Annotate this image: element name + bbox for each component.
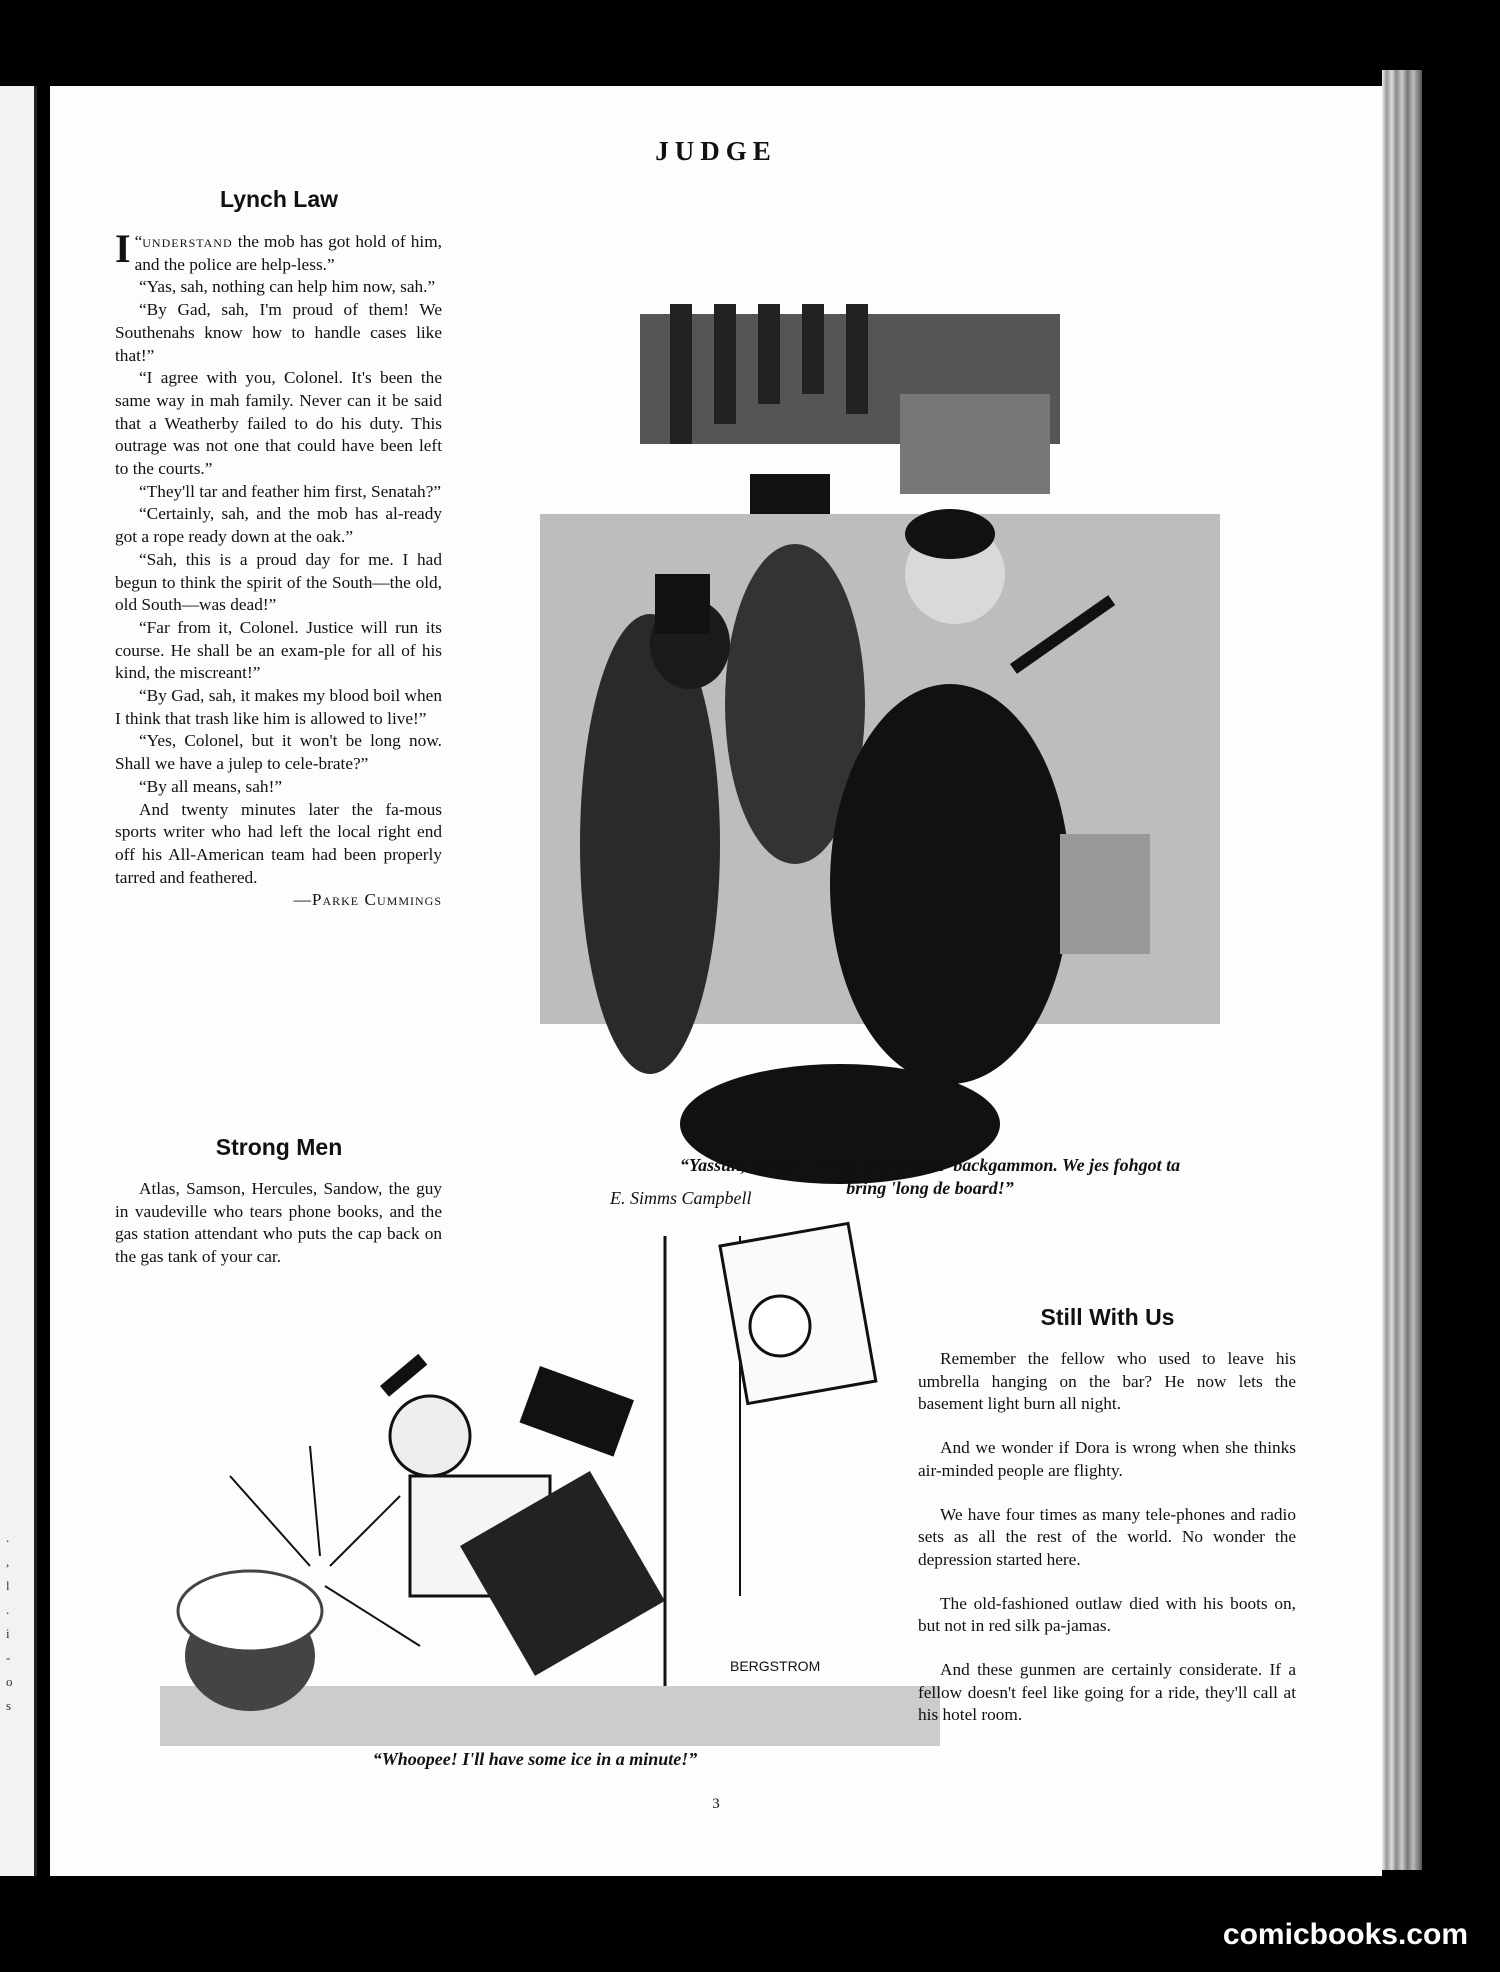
page-stack-edge: [1382, 70, 1422, 1870]
author-byline: —Parke Cummings: [293, 890, 442, 910]
paragraph: “Certainly, sah, and the mob has al-ready got a rope ready down at the oak.”: [115, 504, 442, 547]
paragraph: And these gunmen are certainly considerate. If a fellow doesn't feel like going for a ride, they'll call at his hotel room.: [918, 1660, 1296, 1725]
paragraph: And twenty minutes later the fa-mous sports writer who had left the local right end off his All-American team had been properly tarred and feathered.: [115, 799, 442, 887]
magazine-page: [50, 86, 1382, 1876]
paragraph: “Sah, this is a proud day for me. I had begun to think the spirit of the South—the old, old South—was dead!”: [115, 549, 442, 615]
strong-men-title: Strong Men: [215, 1134, 343, 1160]
paragraph: “By Gad, sah, I'm proud of them! We Southenahs know how to handle cases like that!”: [115, 300, 442, 365]
paragraph: “By Gad, sah, it makes my blood boil when I think that trash like him is allowed to live!”: [115, 686, 442, 728]
paragraph: “Yas, sah, nothing can help him now, sah.”: [139, 277, 436, 297]
backgammon-cartoon: [540, 194, 1340, 1214]
campbell-signature: E. Simms Campbell: [610, 1188, 752, 1208]
strong-men-article: Atlas, Samson, Hercules, Sandow, the guy in vaudeville who tears phone books, and the gas station attendant who puts the cap back on the gas tank of your car.: [115, 1179, 442, 1267]
paragraph: And we wonder if Dora is wrong when she thinks air-minded people are flighty.: [918, 1438, 1296, 1480]
page-number: 3: [712, 1796, 720, 1812]
paragraph: Remember the fellow who used to leave his umbrella hanging on the bar? He now lets the basement light burn all night.: [918, 1349, 1296, 1414]
bergstrom-signature: BERGSTROM: [730, 1658, 821, 1674]
paragraph: “They'll tar and feather him first, Senatah?”: [139, 481, 442, 501]
facing-page-edge: . , l . i - o s: [0, 86, 37, 1876]
paragraph: We have four times as many tele-phones and radio sets as all the rest of the world. No wonder the depression started here.: [918, 1504, 1296, 1569]
drop-cap: I: [115, 226, 131, 271]
paragraph: “Yes, Colonel, but it won't be long now. Shall we have a julep to cele-brate?”: [115, 731, 442, 774]
lynch-law-title: Lynch Law: [220, 186, 338, 212]
bottom-cartoon-caption: “Whoopee! I'll have some ice in a minute!”: [372, 1749, 698, 1769]
paragraph: The old-fashioned outlaw died with his boots on, but not in red silk pa-jamas.: [918, 1593, 1296, 1636]
paragraph: “By all means, sah!”: [139, 776, 283, 796]
masthead: JUDGE: [655, 136, 777, 166]
top-cartoon-caption: “Yassuh, officer—we'se only playin' backgammon. We jes fohgot ta bring 'long de board!”: [679, 1155, 1181, 1198]
still-with-us-title: Still With Us: [1040, 1304, 1175, 1330]
watermark: comicbooks.com: [1222, 1918, 1468, 1951]
paragraph: “I agree with you, Colonel. It's been the same way in mah family. Never can it be said that a Weatherby failed to do his duty. This outrage was not one that could have been left to the courts.”: [115, 368, 442, 479]
still-with-us-article: [918, 1348, 1296, 1748]
lynch-law-article: “ I understand the mob has got hold of him, and the police are help-less.” “Yas, sah, nothing can help him now, sah.” “By Gad, sah, I'm proud of them! We Southenahs know how to handle cases like that!” “I agree with you, Colonel. It's been the same way in mah family. Never can it be said that a Weatherby failed to do his duty. This outrage was not one that could have been left to the courts.” “They'll tar and feather him first, Senatah?” “Certainly, sah, and the mob has al-ready got a rope ready down at the oak.” “Sah, this is a proud day for me. I had begun to think the spirit of the South—the old, old South—was dead!” “Far from it, Colonel. Justice will run its course. He shall be an exam-ple for all of his kind, the miscreant!” “By Gad, sah, it makes my blood boil when I think that trash like him is allowed to live!” “Yes, Colonel, but it won't be long now. Shall we have a julep to cele-brate?” “By all means, sah!” And twenty minutes later the fa-mous sports writer who had left the local right end off his All-American team had been properly tarred and feathered. —Parke Cummings: [115, 231, 442, 912]
paragraph: “Far from it, Colonel. Justice will run its course. He shall be an exam-ple for all of his kind, the miscreant!”: [115, 617, 442, 683]
strongman-cartoon: [160, 1216, 940, 1756]
